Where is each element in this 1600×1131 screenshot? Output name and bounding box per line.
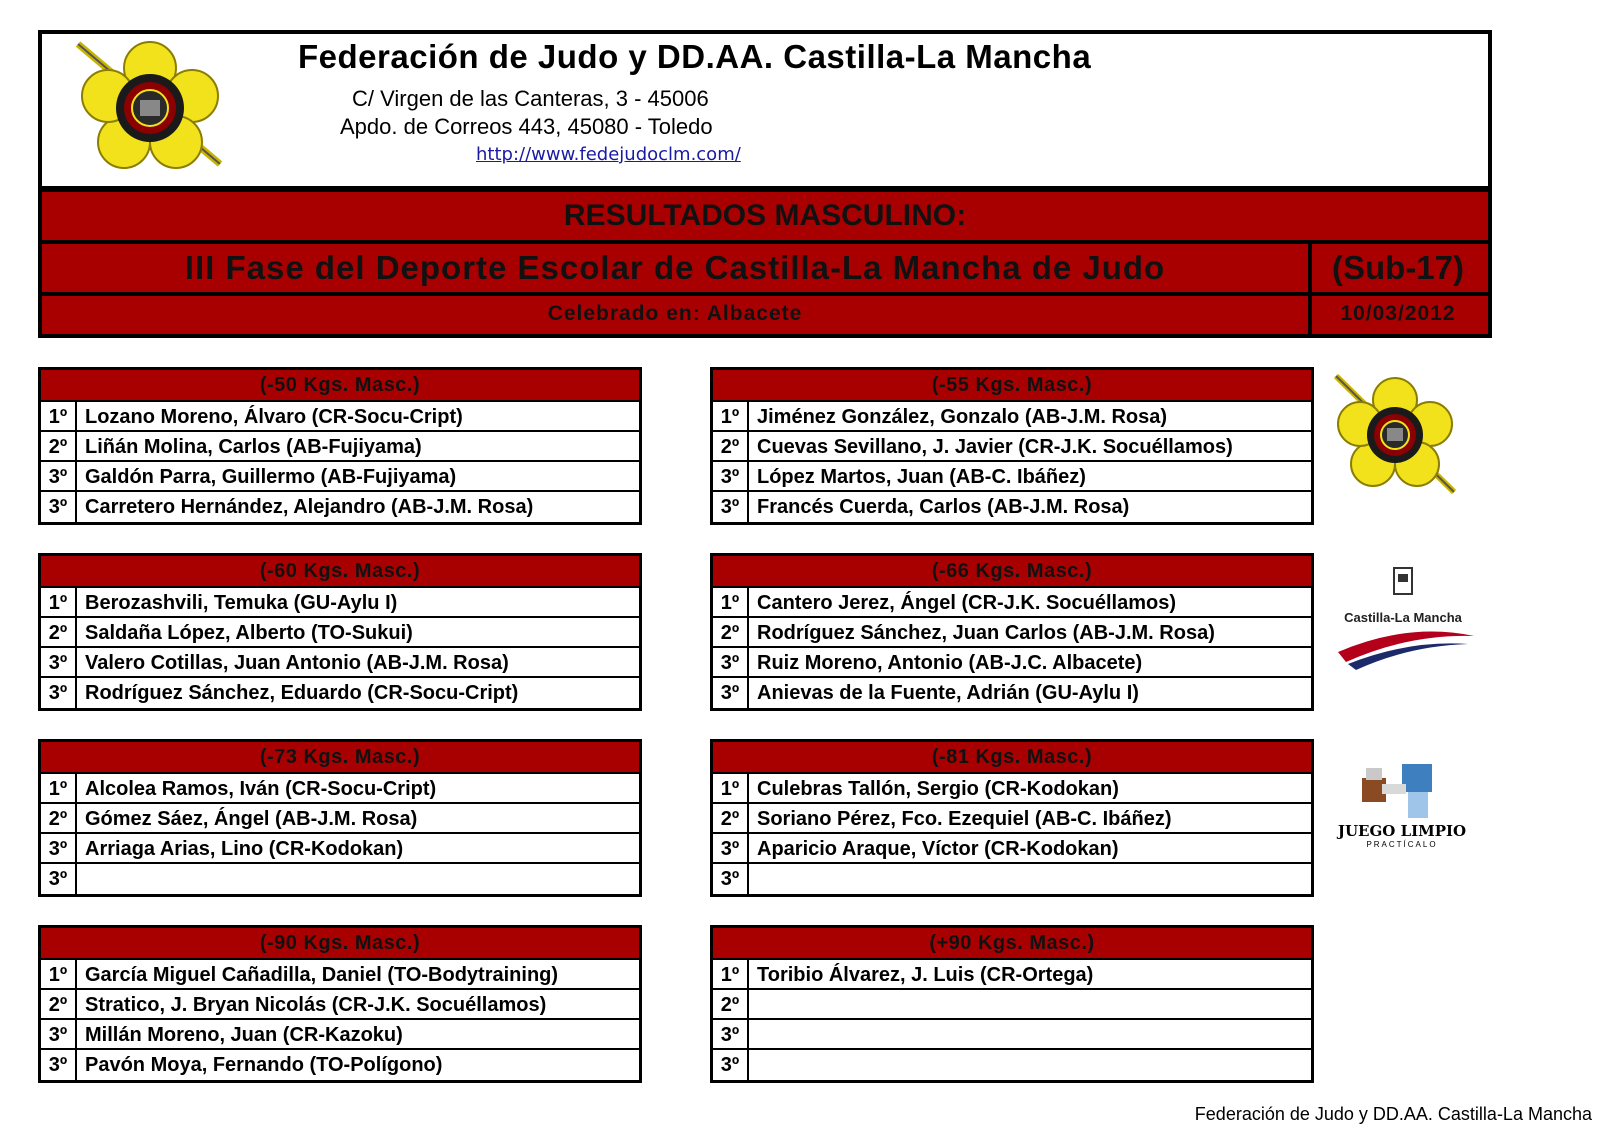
table-row	[41, 588, 639, 618]
category-table-plus90	[710, 925, 1314, 1083]
age-category: (Sub-17)	[1332, 249, 1464, 286]
competitor-name: Ruiz Moreno, Antonio (AB-J.C. Albacete)	[757, 652, 1143, 674]
table-row	[41, 492, 639, 522]
table-row	[713, 1020, 1311, 1050]
juego-limpio-logo	[1332, 760, 1472, 860]
place: 3º	[713, 864, 749, 894]
table-row	[713, 678, 1311, 708]
place: 1º	[41, 960, 77, 988]
federation-logo-small-icon	[1330, 372, 1460, 498]
place: 3º	[713, 678, 749, 708]
place: 1º	[713, 960, 749, 988]
table-row	[713, 432, 1311, 462]
place: 3º	[713, 834, 749, 862]
place: 1º	[713, 588, 749, 616]
competitor-name: Anievas de la Fuente, Adrián (GU-Aylu I)	[757, 682, 1139, 704]
competitor-name: Soriano Pérez, Fco. Ezequiel (AB-C. Ibáñez)	[757, 808, 1172, 830]
address-line-1: C/ Virgen de las Canteras, 3 - 45006	[352, 86, 709, 111]
competitor-name: Toribio Álvarez, J. Luis (CR-Ortega)	[757, 964, 1094, 986]
venue: Celebrado en: Albacete	[42, 296, 1312, 334]
website-link[interactable]: http://www.fedejudoclm.com/	[476, 144, 741, 165]
header-box	[38, 30, 1492, 190]
table-row	[41, 462, 639, 492]
place: 2º	[41, 990, 77, 1018]
category-table-60	[38, 553, 642, 711]
table-row	[41, 864, 639, 894]
clm-logo-text: Castilla-La Mancha	[1344, 610, 1462, 625]
competitor-name	[77, 864, 85, 894]
category-title: (-50 Kgs. Masc.)	[41, 370, 639, 402]
table-row	[713, 618, 1311, 648]
category-title: (-55 Kgs. Masc.)	[713, 370, 1311, 402]
competitor-name: Berozashvili, Temuka (GU-Aylu I)	[85, 592, 398, 614]
competitor-name: Stratico, J. Bryan Nicolás (CR-J.K. Socuéllamos)	[85, 994, 547, 1016]
competitor-name	[749, 864, 757, 894]
competitor-name	[749, 1050, 757, 1080]
table-row	[41, 990, 639, 1020]
place: 1º	[713, 774, 749, 802]
place: 2º	[713, 990, 749, 1018]
fair-play-subtitle: PRACTÍCALO	[1366, 840, 1438, 849]
fair-play-title: JUEGO LIMPIO	[1337, 822, 1467, 840]
place: 3º	[41, 462, 77, 490]
category-table-55	[710, 367, 1314, 525]
category-table-66	[710, 553, 1314, 711]
place: 3º	[713, 492, 749, 522]
competitor-name: García Miguel Cañadilla, Daniel (TO-Bodytraining)	[85, 964, 559, 986]
place: 2º	[41, 618, 77, 646]
place: 3º	[41, 864, 77, 894]
table-row	[41, 402, 639, 432]
place: 3º	[713, 462, 749, 490]
footer-text: Federación de Judo y DD.AA. Castilla-La Mancha	[1194, 1104, 1592, 1124]
category-table-50	[38, 367, 642, 525]
competitor-name: Cuevas Sevillano, J. Javier (CR-J.K. Socuéllamos)	[757, 436, 1233, 458]
table-row	[41, 804, 639, 834]
table-row	[713, 774, 1311, 804]
competitor-name	[749, 990, 757, 1018]
category-table-81	[710, 739, 1314, 897]
competitor-name: Saldaña López, Alberto (TO-Sukui)	[85, 622, 413, 644]
competitor-name: Carretero Hernández, Alejandro (AB-J.M. Rosa)	[85, 496, 534, 518]
competitor-name: Jiménez González, Gonzalo (AB-J.M. Rosa)	[757, 406, 1168, 428]
place: 3º	[41, 648, 77, 676]
table-row	[713, 834, 1311, 864]
federation-title: Federación de Judo y DD.AA. Castilla-La Mancha	[298, 38, 1092, 75]
competitor-name: Rodríguez Sánchez, Eduardo (CR-Socu-Cript)	[85, 682, 519, 704]
place: 2º	[713, 432, 749, 460]
competitor-name: Rodríguez Sánchez, Juan Carlos (AB-J.M. Rosa)	[757, 622, 1215, 644]
category-title: (+90 Kgs. Masc.)	[713, 928, 1311, 960]
competitor-name: Gómez Sáez, Ángel (AB-J.M. Rosa)	[85, 808, 418, 830]
competitor-name: Alcolea Ramos, Iván (CR-Socu-Cript)	[85, 778, 437, 800]
table-row	[41, 648, 639, 678]
place: 3º	[41, 678, 77, 708]
table-row	[713, 960, 1311, 990]
competitor-name: Valero Cotillas, Juan Antonio (AB-J.M. Rosa)	[85, 652, 509, 674]
category-title: (-90 Kgs. Masc.)	[41, 928, 639, 960]
competitor-name: Galdón Parra, Guillermo (AB-Fujiyama)	[85, 466, 457, 488]
place: 1º	[41, 402, 77, 430]
place: 1º	[713, 402, 749, 430]
table-row	[41, 618, 639, 648]
table-row	[713, 588, 1311, 618]
competitor-name: Liñán Molina, Carlos (AB-Fujiyama)	[85, 436, 422, 458]
place: 3º	[713, 1050, 749, 1080]
place: 2º	[41, 432, 77, 460]
category-title: (-66 Kgs. Masc.)	[713, 556, 1311, 588]
table-row	[41, 1050, 639, 1080]
competitor-name: López Martos, Juan (AB-C. Ibáñez)	[757, 466, 1086, 488]
category-table-73	[38, 739, 642, 897]
phase-row	[38, 240, 1492, 296]
table-row	[713, 402, 1311, 432]
place: 3º	[713, 648, 749, 676]
results-title: RESULTADOS MASCULINO:	[38, 188, 1492, 244]
federation-logo-icon	[70, 40, 230, 170]
place: 2º	[713, 804, 749, 832]
place: 1º	[41, 588, 77, 616]
castilla-la-mancha-logo	[1328, 560, 1484, 680]
table-row	[713, 648, 1311, 678]
table-row	[41, 774, 639, 804]
place: 2º	[713, 618, 749, 646]
place: 3º	[713, 1020, 749, 1048]
table-row	[41, 678, 639, 708]
competitor-name: Pavón Moya, Fernando (TO-Polígono)	[85, 1054, 443, 1076]
category-title: (-73 Kgs. Masc.)	[41, 742, 639, 774]
place: 2º	[41, 804, 77, 832]
competitor-name: Culebras Tallón, Sergio (CR-Kodokan)	[757, 778, 1119, 800]
place: 3º	[41, 492, 77, 522]
competitor-name	[749, 1020, 757, 1048]
table-row	[713, 492, 1311, 522]
place: 3º	[41, 834, 77, 862]
competitor-name: Arriaga Arias, Lino (CR-Kodokan)	[85, 838, 404, 860]
place: 1º	[41, 774, 77, 802]
table-row	[41, 432, 639, 462]
competitor-name: Cantero Jerez, Ángel (CR-J.K. Socuéllamos)	[757, 592, 1176, 614]
table-row	[41, 834, 639, 864]
competitor-name: Millán Moreno, Juan (CR-Kazoku)	[85, 1024, 403, 1046]
place: 3º	[41, 1050, 77, 1080]
table-row	[41, 960, 639, 990]
category-table-90	[38, 925, 642, 1083]
competitor-name: Lozano Moreno, Álvaro (CR-Socu-Cript)	[85, 406, 463, 428]
table-row	[713, 864, 1311, 894]
table-row	[713, 990, 1311, 1020]
competitor-name: Francés Cuerda, Carlos (AB-J.M. Rosa)	[757, 496, 1130, 518]
table-row	[713, 1050, 1311, 1080]
category-title: (-81 Kgs. Masc.)	[713, 742, 1311, 774]
table-row	[713, 462, 1311, 492]
event-date: 10/03/2012	[1340, 302, 1456, 325]
table-row	[41, 1020, 639, 1050]
place: 3º	[41, 1020, 77, 1048]
phase-title: III Fase del Deporte Escolar de Castilla-La Mancha de Judo	[42, 244, 1312, 292]
competitor-name: Aparicio Araque, Víctor (CR-Kodokan)	[757, 838, 1119, 860]
address-line-2: Apdo. de Correos 443, 45080 - Toledo	[340, 114, 713, 139]
category-title: (-60 Kgs. Masc.)	[41, 556, 639, 588]
table-row	[713, 804, 1311, 834]
venue-row	[38, 292, 1492, 338]
fair-play-figures-icon	[1352, 760, 1452, 822]
